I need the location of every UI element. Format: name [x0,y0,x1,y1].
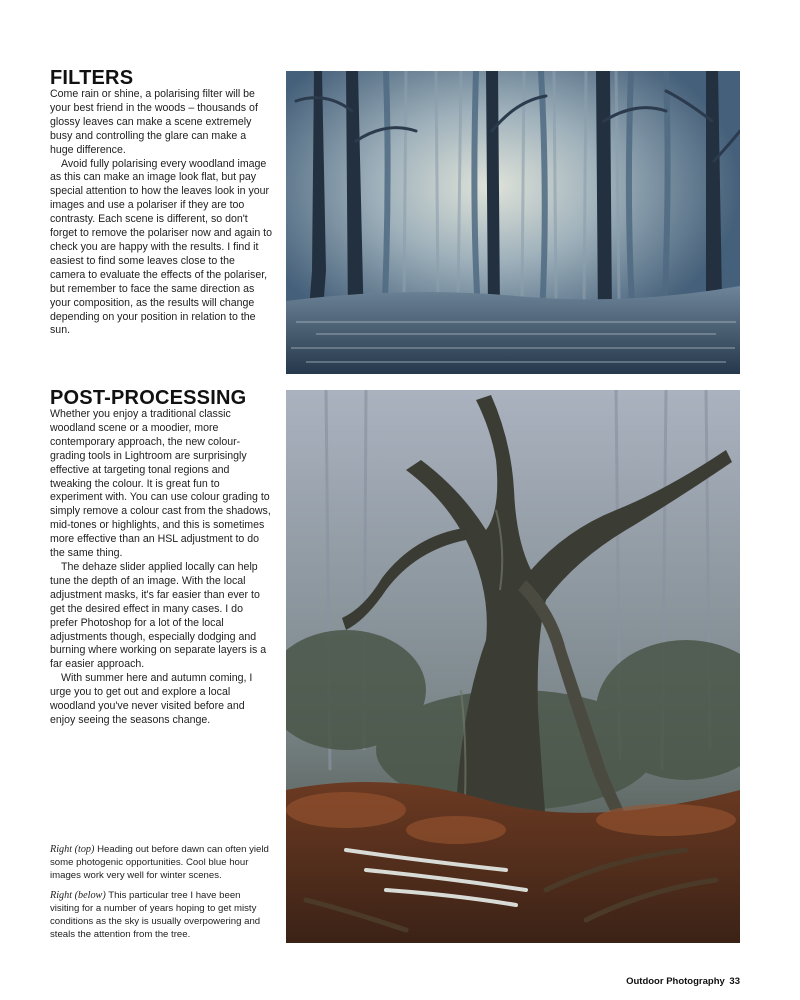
filters-section [50,68,272,338]
post-processing-paragraph-2: The dehaze slider applied locally can help tune the depth of an image. With the local adjustment masks, it's far easier than ever to get the desired effect in many cases. I do prefer Photoshop for a lot of the local adjustments though, especially dodging and burning where working on separate layers is a far easier approach. [50,560,267,671]
post-processing-paragraph-3: With summer here and autumn coming, I urge you to get out and explore a local woodland you've never visited before and enjoy seeing the seasons change. [50,672,253,726]
section-title-filters: FILTERS [50,67,134,89]
section-title-post-processing: POST-PROCESSING [50,387,247,409]
oak-tree-illustration [286,390,740,943]
filters-paragraph-1: Come rain or shine, a polarising filter will be your best friend in the woods – thousands of glossy leaves can make a scene extremely busy and controlling the glare can make a huge difference. [50,88,258,156]
photo-captions [50,843,272,947]
caption-top [50,843,272,883]
twisted-oak-tree-photo [286,390,740,943]
post-processing-paragraph-1: Whether you enjoy a traditional classic woodland scene or a moodier, more contemporary approach, the new colour-grading tools in Lightroom are surprisingly effective at targeting tonal regions and tweaking the colour. It is great fun to experiment with. You can use colour grading to simply remove a colour cast from the shadows, mid-tones or highlights, and this is sometimes more effective than an HSL adjustment to do the same thing. [50,408,271,560]
misty-forest-illustration [286,71,740,374]
caption-top-text: Heading out before dawn can often yield some photogenic opportunities. Cool blue hour images work very well for winter scenes. [50,844,269,882]
post-processing-section [50,388,272,728]
page-footer [626,976,740,987]
misty-blue-forest-photo [286,71,740,374]
caption-below [50,889,272,942]
caption-below-lead: Right (below) [50,889,106,901]
caption-top-lead: Right (top) [50,844,95,855]
caption-below-text: This particular tree I have been visiting for a number of years hoping to get misty conditions as the sky is usually overpowering and steals the attention from the tree. [50,889,261,941]
page-number: 33 [729,976,740,987]
magazine-name: Outdoor Photography [626,976,725,987]
filters-paragraph-2: Avoid fully polarising every woodland image as this can make an image look flat, but pay special attention to how the leaves look in your images and use a polariser if they are too contrasty. Each scene is different, so don't forget to remove the polariser now and again to check you are happy with the results. I find it easiest to find some leaves close to the camera to evaluate the effects of the polariser, but remember to face the same direction as your composition, as the results will change depending on your position in relation to the sun. [50,157,273,337]
